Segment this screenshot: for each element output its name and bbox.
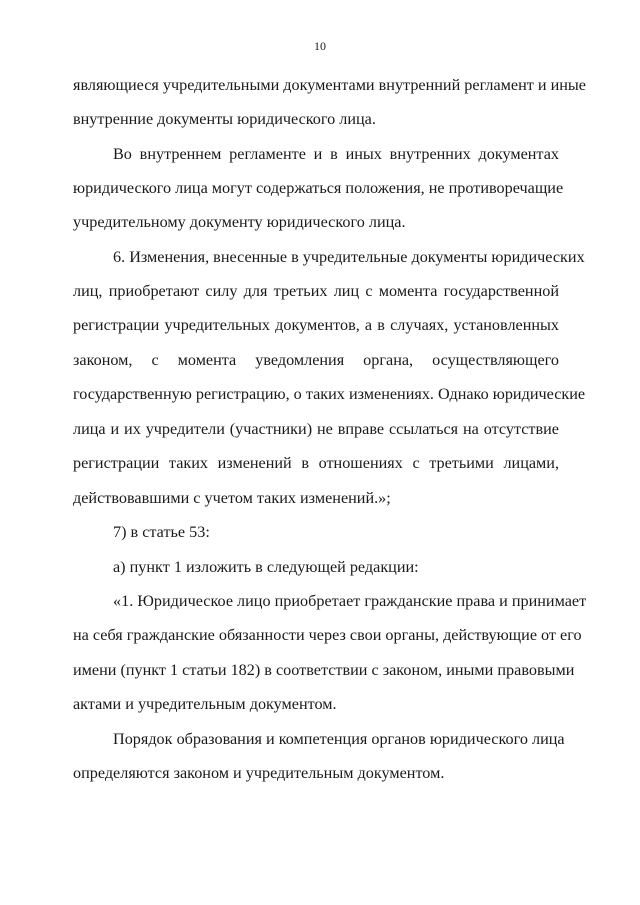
text-line: государственную регистрацию, о таких изменениях. Однако юридические xyxy=(73,385,586,403)
text-line: 7) в статье 53: xyxy=(113,523,210,541)
text-line: а) пункт 1 изложить в следующей редакции: xyxy=(113,558,419,576)
text-line: регистрации таких изменений в отношениях с третьими лицами, xyxy=(73,454,559,472)
text-line: определяются законом и учредительным документом. xyxy=(73,764,445,782)
text-line: имени (пункт 1 статьи 182) в соответствии с законом, иными правовыми xyxy=(73,661,575,679)
text-line: на себя гражданские обязанности через свои органы, действующие от его xyxy=(73,626,582,644)
text-line: внутренние документы юридического лица. xyxy=(73,110,376,128)
text-line: законом, с момента уведомления органа, осуществляющего xyxy=(73,351,559,369)
text-line: 6. Изменения, внесенные в учредительные документы юридических xyxy=(113,248,585,266)
text-line: регистрации учредительных документов, а в случаях, установленных xyxy=(73,316,559,334)
text-line: являющиеся учредительными документами внутренний регламент и иные xyxy=(73,76,586,94)
text-line: Во внутреннем регламенте и в иных внутренних документах xyxy=(113,145,559,163)
text-line: лиц, приобретают силу для третьих лиц с момента государственной xyxy=(73,282,559,300)
text-line: учредительному документу юридического лица. xyxy=(73,213,406,231)
text-line: Порядок образования и компетенция органов юридического лица xyxy=(113,730,565,748)
text-line: «1. Юридическое лицо приобретает гражданские права и принимает xyxy=(113,592,587,610)
page-number: 10 xyxy=(314,39,326,53)
text-line: юридического лица могут содержаться положения, не противоречащие xyxy=(73,179,564,197)
text-line: лица и их учредители (участники) не вправе ссылаться на отсутствие xyxy=(73,420,559,438)
text-line: актами и учредительным документом. xyxy=(73,695,337,713)
text-line: действовавшими с учетом таких изменений.»; xyxy=(73,489,391,507)
